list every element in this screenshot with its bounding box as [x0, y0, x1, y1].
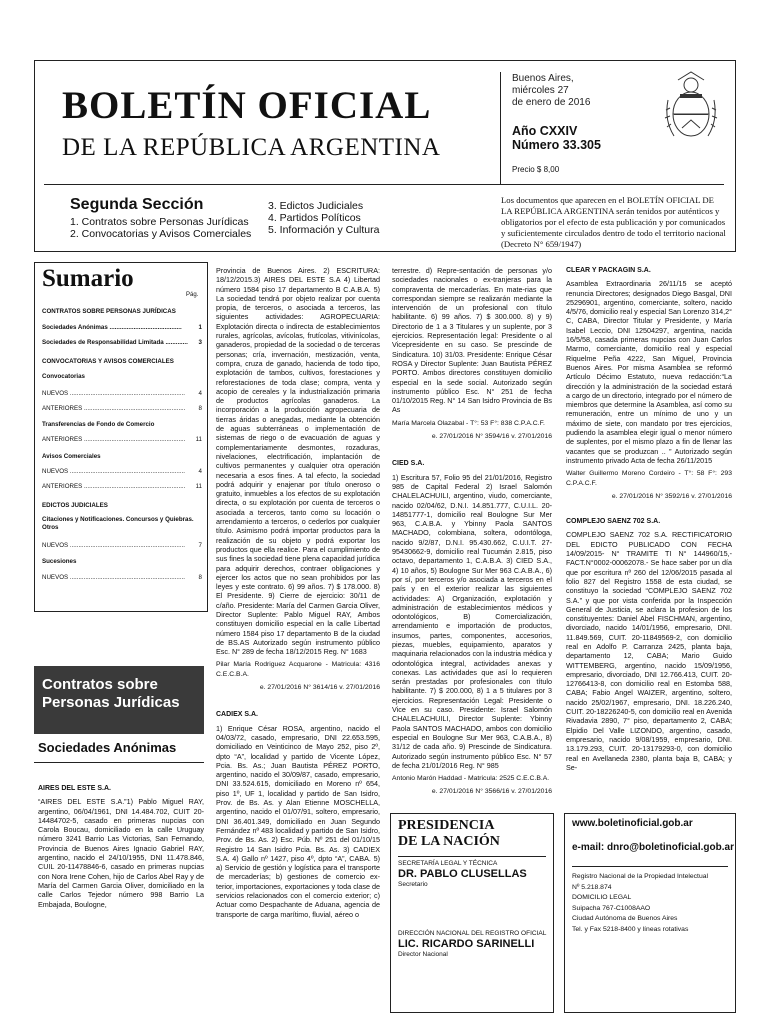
sumario-entry[interactable] [42, 324, 202, 332]
sumario-entry-page: 8 [198, 574, 202, 581]
entry-signature: Antonio Marón Haddad - Matricula: 2525 C.E.C.B.A. [392, 775, 550, 783]
sumario-entry-page: 8 [198, 405, 202, 412]
date-line: Buenos Aires, [512, 73, 574, 84]
sumario-entry-label: Sociedades de Responsabilidad Limitada ............. [42, 339, 188, 346]
entry-body: COMPLEJO SAENZ 702 S.A. RECTIFICATORIO DEL EDICTO PUBLICADO CON FECHA 14/09/2015- N° TRAMITE TI N° 144960/15,-FACT.N°0002-00062078.- Se hace saber por un día que por escritura nº 260 del 12/06/2015 pasada al folio 827 del Registro 1558 de esta ciudad, se constituyo la sociedad “COMPLEJO SAENZ 702 S.A.” y que por vista conferida por la Inspección General de Justicia, se aclara la profesion de los constituyentes: Daniel Abel FISCHMAN, argentino, divorciado, nacido 14/01/1956, empresario, DNI. 11.849.569, CUIT. 20-11849569-2, con domicilio real en Adolfo P. Carranza 2425, planta baja, departamento 12, CABA; Mario Guido WITTEMBERG, argentino, nacido 15/09/1956, empresario, divorciado, DNI 12.766.413, CUIT. 20-12766413-8, con domicilio real en Estomba 588, CABA; Fabio Angel WAIZER, argentino, soltero, nacido 25/02/1967, empresario, DNI. 18.226.240, CUIT. 20-18226240-5, con domicilio real en Avenida Rivadavia 2890, 7° piso, departamento 2, CABA; Elpidio Del Valle LIZONDO, argentino, casado, empresario, nacido 9/08/1959, empresario, DNI. 13.179.293, CUIT. 20-13179293-0, con domicilio real en Avellaneda 2380, planta baja B, CABA; y Se- [566, 530, 732, 772]
sumario-entry-label: ANTERIORES ........................................................... [42, 436, 186, 443]
sumario-entry-label: Sociedades Anónimas .......................................... [42, 324, 182, 331]
sumario-entry-label: Convocatorias [42, 373, 85, 380]
heading-rule [34, 762, 204, 763]
column-3 [392, 266, 552, 806]
section-list-left [70, 216, 251, 240]
entry-heading: CLEAR Y PACKAGIN S.A. [566, 267, 651, 274]
masthead-subtitle: DE LA REPÚBLICA ARGENTINA [62, 134, 441, 161]
date-line: de enero de 2016 [512, 97, 591, 108]
sumario-entry-label: CONTRATOS SOBRE PERSONAS JURÍDICAS [42, 308, 176, 315]
entry-heading: CADIEX S.A. [216, 711, 259, 719]
section-item: 3. Edictos Judiciales [268, 200, 364, 212]
sumario-entry-label: NUEVOS ................................................................... [42, 574, 186, 581]
sumario-entry-label: NUEVOS ................................................................... [42, 468, 186, 475]
director-role: Director Nacional [398, 951, 448, 958]
entry-reference: e. 27/01/2016 N° 3566/16 v. 27/01/2016 [431, 788, 552, 796]
divider [572, 866, 728, 867]
entry-heading: CIED S.A. [392, 460, 425, 468]
contact-line: Suipacha 767-C1008AAO [572, 904, 651, 912]
contact-line: Tel. y Fax 5218-8400 y líneas rotativas [572, 925, 689, 933]
contact-line: DOMICILIO LEGAL [572, 894, 632, 901]
presidencia-title [398, 818, 500, 850]
header-divider-horizontal [44, 184, 724, 185]
section-title: Segunda Sección [70, 196, 204, 213]
secretaria-block [398, 860, 548, 889]
presidencia-title-line: DE LA NACIÓN [398, 834, 500, 849]
sumario-entry[interactable] [42, 373, 202, 381]
masthead-title: BOLETÍN OFICIAL [62, 84, 432, 127]
entry-reference: e. 27/01/2016 N° 3592/16 v. 27/01/2016 [611, 492, 732, 500]
email-link[interactable]: e-mail: dnro@boletinoficial.gob.ar [572, 842, 734, 853]
entry-body: “AIRES DEL ESTE S.A.”1) Pablo Miguel RAY, argentino, 06/04/1961, DNI 14.484.702, CUIT 20-14484702-5, casado en primeras nupcias con Carola Boucau, domiciliado en la calle Uruguay número 3241 Barrio Las Victorias, San Fernando, Provincia de Buenos Aires Ignacio Gabriel RAY, argentino, nacido el 24/10/1955, DNI 11.478.846, CUIL 20-11478846-6, casado en primeras nupcias con Nora Irene Cohen, hijo de Carlos Abel Ray y de María del Carmen Garcia Oliver, domiciliado en la calle Carlos Tejedor número 998 Barrio La Embajada, Boulogne, [38, 797, 204, 909]
sumario-entry-page: 1 [198, 324, 202, 331]
sumario-entry[interactable] [42, 468, 202, 476]
date-line: miércoles 27 [512, 85, 569, 96]
banner-line: Personas Jurídicas [42, 694, 180, 711]
entry-reference: e. 27/01/2016 N° 3594/16 v. 27/01/2016 [431, 433, 552, 441]
sumario-entry-page: 4 [198, 390, 202, 397]
sumario-entry-label: Transferencias de Fondo de Comercio [42, 421, 155, 428]
issue-year: Año CXXIV [512, 124, 578, 138]
column-2 [216, 266, 380, 1024]
sumario-entry-label: Citaciones y Notificaciones. Concursos y Quiebras. Otros [42, 516, 194, 531]
entry-heading: COMPLEJO SAENZ 702 S.A. [566, 518, 661, 526]
sumario-entry-page: 11 [195, 436, 202, 443]
entry-signature: María Marcela Olazabal - T°: 53 F°: 838 C.P.A.C.F. [392, 419, 545, 427]
contact-line: Registro Nacional de la Propiedad Intelectual [572, 873, 709, 880]
sumario-entry-label: CONVOCATORIAS Y AVISOS COMERCIALES [42, 358, 174, 365]
presidencia-title-line: PRESIDENCIA [398, 818, 495, 833]
section-item: 1. Contratos sobre Personas Jurídicas [70, 216, 249, 228]
entry-body: terrestre. d) Repre-sentación de personas y/o sociedades nacionales o ex-tranjeras para la compraventa de mercaderías. En mate-rias que correspondan siempre se realizarán mediante la intervención de un profesional con título habilitante. 6) 99 años. 7) $ 300.000. 8) y 9) Directorio de 1 a 3 Titulares y un suplente, por 3 ejercicios. Representación legal: Presidente o al Vicepresidente en su caso. Se prescinde de Sindicatura. 10) 31/03. Presidente: Enrique César ROSA y Director Suplente: Juan Bautista PÉREZ PORTO. Ambos directores constituyen domicilio especial en la sede social. Autorizado según instrumento público Esc. N° 251 de fecha 01/10/2015 Reg. N° 14 San Isidro Provincia de Bs As [392, 266, 552, 415]
sumario-entry[interactable] [42, 308, 202, 316]
entry-body: Provincia de Buenos Aires. 2) ESCRITURA: 18/12/2015.3) AIRES DEL ESTE S.A 4) Libertad número 1584 piso 17 departamento B C.A.B.A. 5) La sociedad tendrá por objeto realizar por cuenta propia, de terceros, o asociada a terceros, las siguientes actividades: AGROPECUARIA: Explotación directa o indirecta de establecimientos rurales, agrícolas, avícolas, frutícolas, vitivinícolas, ganaderos, propiedad de la sociedad o de terceras personas; cría, invernación, mestización, venta, compra, cruza de ganado, hacienda de todo tipo, explotación de tambos, cultivos, forestaciones y reforestaciones de toda clase; compra, venta y acopio de cereales y la industrialización primaria de productos agrícolas ganaderos. La incorporación a la producción agropecuaria de tierras áridas o anegadas, mediante la obtención de aguas subterráneas o implementación de sistemas de riego o de evacuación de aguas y complementariamente desmontes, rozaduras, nivelaciones, electrificación, implantación de cultivos permanentes y cualquier otra operación necesaria a esos fines. A tal efecto, la sociedad podrá adquirir y enajenar por título oneroso o gratuito, inmuebles a los efectos de su explotación directa, o su explotación por cuenta de terceros o asociada a terceros, tanto como su locación o arrendamiento a terceros, o cederlos por cualquier título. Asimismo podrá importar productos para la realización de su objeto y podrá exportar los productos que ella realice. Para el cumplimiento de sus fines la sociedad tiene plena capacidad jurídica para adquirir derechos, contraer obligaciones y ejercer los actos que no sean prohibidos por las leyes y este contrato. 6) 99 años. 7) $ 178.000. 8) El Presidente. 9) Cierre de ejercicio: 30/11 de c/año. Presidente: María del Carmen Garcia Oliver, Director Suplente: Pablo Miguel RAY, Ambos constituyen domicilio especial en la calle Libertad número 1584 piso 17 departamento B de la ciudad de BS.AS Autorizado según instrumento público Esc. N° 289 de fecha 18/12/2015 Reg. N° 1683 [216, 266, 380, 657]
sumario-entry[interactable] [42, 339, 202, 347]
sumario-entry-label: Avisos Comerciales [42, 453, 101, 460]
sumario-entry[interactable] [42, 390, 202, 398]
section-item: 5. Información y Cultura [268, 224, 380, 236]
sumario-entry[interactable] [42, 436, 202, 444]
header-divider-vertical [500, 72, 501, 184]
issue-date [512, 73, 590, 109]
sumario-entry[interactable] [42, 421, 202, 429]
sociedades-anonimas-heading: Sociedades Anónimas [38, 740, 177, 755]
legal-note: Los documentos que aparecen en el BOLETÍN OFICIAL DE LA REPÚBLICA ARGENTINA serán tenidos por auténticos y obligatorios por el efecto de esta publicación y por comunicados y suficientemente circulados dentro de todo el territorio nacional (Decreto N° 659/1947) [501, 195, 726, 249]
contact-line: Ciudad Autónoma de Buenos Aires [572, 915, 678, 922]
section-item: 2. Convocatorias y Avisos Comerciales [70, 228, 252, 240]
sumario-entry-label: EDICTOS JUDICIALES [42, 502, 108, 509]
sumario-entry-label: Sucesiones [42, 558, 77, 565]
director-name: LIC. RICARDO SARINELLI [398, 938, 535, 950]
secretario-role: Secretario [398, 881, 428, 888]
divider [398, 856, 546, 857]
sumario-entry[interactable] [42, 453, 202, 461]
section-item: 4. Partidos Políticos [268, 212, 361, 224]
sumario-entry[interactable] [42, 542, 202, 550]
sumario-entry[interactable] [42, 558, 202, 566]
entry-heading: AIRES DEL ESTE S.A. [38, 785, 111, 792]
column-4 [566, 266, 732, 806]
entry-signature: Pilar María Rodriguez Acquarone - Matricula: 4316 C.E.C.B.A. [216, 661, 380, 678]
website-link[interactable]: www.boletinoficial.gob.ar [572, 818, 693, 829]
sumario-entry-label: ANTERIORES ........................................................... [42, 405, 186, 412]
sumario-title: Sumario [42, 265, 134, 292]
secretario-name: DR. PABLO CLUSELLAS [398, 868, 527, 880]
entry-body: 1) Escritura 57, Folio 95 del 21/01/2016, Registro 985 de Capital Federal 2) Israel Salomón CHALELACHUILI, argentino, viudo, comerciante, nacido 02/04/62, D.N.I. 14.851.777, C.U.I.L. 20-14851777-1, domicilio real Boulogne Sur Mer 963, C.A.B.A. y Ybinny Paola SANTOS MACHADO, colombiana, soltera, odontóloga, nacido 9/2/87, D.N.I. 95.430.662, C.U.I.T. 27-95430662-9, domicilio real Tucumán 2.815, piso octavo, departamento 1, C.A.B.A. 3) CIED S.A., 4) 10 años, 5) Boulogne Sur Mer 963 C.A.B.A., 6) por sí, por terceros y/o asociada a terceros en el país y en el exterior realizar las siguientes actividades: A) Organización, explotación y administración de establecimientos médicos y odontológicos, B) Comercialización, arrendamiento e importación de productos, insumos, partes, componentes, accesorios, piezas, muebles, equipamiento, aparatos y maquinaria relacionados con la industria médica y odontológica integral, actividades anexas y conexas. Las actividades que así lo requieren serán prestadas por profesionales con título habilitante. 7) $ 200.000, 8) 1 a 5 titulares por 3 ejercicios. Representación Legal: Presidente o Vice en su caso. Presidente: Israel Salomón CHALELACHUILI, Director Suplente: Ybinny Paola SANTOS MACHADO, ambos con domicilio especial en Boulogne Sur Mer 963, C.A.B.A., 8) 31/12 de cada año. 9) Prescinde de Sindicatura. Autorizado según instrumento público Esc. N° 57 de fecha 21/01/2016 Reg. N° 985 [392, 472, 552, 770]
sumario-entry[interactable] [42, 502, 202, 510]
column-1 [38, 784, 204, 1024]
sumario-entry[interactable] [42, 574, 202, 582]
sumario-entry[interactable] [42, 358, 202, 366]
sumario-entry[interactable] [42, 405, 202, 413]
entry-body: 1) Enrique César ROSA, argentino, nacido el 04/03/72, casado, empresario, DNI 22.653.595, domiciliado en Veinticinco de Mayo 252, piso 2º, dpto “A”, localidad y partido de Vicente López, Pcia. Bs. As.; Juan Bautista PÉREZ PORTO, argentino, nacido el 30/09/87, casado, empresario, DNI 33.524.615, domiciliado en Moreno nº 654, piso 1º, UF 1, localidad y partido de San Isidro, Prov. de Bs. As. y Alan Etienne MOSCHELLA, argentino, nacido el 01/07/91, soltero, empresario, DNI 36.401.349, domiciliado en Juan Segundo Fernández nº 483 localidad y partido de San Isidro, Prov. de Bs. As. 2) Esc. Púb. Nº 251 del 01/10/15 Registro 14 San Isidro Pcia. Bs. As. 3) CADIEX S.A. 4) Gallo nº 1427, piso 4º, dpto “A”, CABA. 5) a) Servicio de gestión y logística para el transporte de mercaderías; b) gestiones de comercio ex-terior, importaciones, exportaciones y toda clase de servicios relacionados con el comercio exterior; c) Actuar como Despachante de Aduana, agencia de transporte de carga marítimo, fluvial, aéreo o [216, 723, 380, 919]
direccion-block [398, 930, 548, 959]
sumario-entry[interactable] [42, 483, 202, 491]
sumario-entry-label: NUEVOS ................................................................... [42, 390, 186, 397]
sumario-page-label: Pág. [186, 292, 199, 298]
issue-number: Número 33.305 [512, 138, 601, 152]
issue-price: Precio $ 8,00 [512, 165, 560, 174]
contact-line: Nº 5.218.874 [572, 883, 612, 891]
entry-signature: Walter Guillermo Moreno Cordeiro - T°: 58 F°: 293 C.P.A.C.F. [566, 470, 732, 487]
secretaria-label: SECRETARÍA LEGAL Y TÉCNICA [398, 860, 498, 867]
sumario-entry[interactable] [42, 516, 202, 532]
sumario-entry-label: ANTERIORES ........................................................... [42, 483, 186, 490]
entry-body: Asamblea Extraordinaria 26/11/15 se aceptó renuncia Directores; designados Diego Basgal, DNI 25296901, argentino, comerciante, soltero, nacido 4/5/76, domicilio real y especial San Lorenzo 314,2° C, CABA, Director Titular y Presidente, y María Isabel Leccio, DNI 12504297, argentina, nacida 16/5/58, casada primeras nupcias con Juan Carlos Marmo, comerciante, domicilio real y especial Riquelme Peña 4222, San Miguel, Provincia Buenos Aires. Por misma Asamblea se reformó Artículo Décimo Estatuto, nueva redacción:“La dirección y la administración de la sociedad estará a cargo de un directorio, integrado por el número de miembros que determine la Asamblea, así como su remuneración, entre un mínimo de uno y un máximo de siete, con mandato por tres ejercicios, pudiendo la asamblea elegir igual o menor número de suplentes, por el mismo plazo a fin de llenar las vacantes que se produzcan .. ” Autorizado según instrumento privado Acta de fecha 26/11/2015 [566, 279, 732, 465]
sumario-entry-page: 4 [198, 468, 202, 475]
coat-of-arms-icon [660, 70, 722, 145]
sumario-entry-page: 11 [195, 483, 202, 490]
sumario-entry-page: 7 [198, 542, 202, 549]
banner-line: Contratos sobre [42, 676, 158, 693]
sumario-entry-page: 3 [198, 339, 202, 346]
section-list-right [268, 200, 379, 236]
contratos-banner [34, 666, 204, 734]
contact-details [572, 872, 730, 935]
entry-reference: e. 27/01/2016 N° 3614/16 v. 27/01/2016 [259, 684, 380, 692]
sumario-entry-label: NUEVOS ................................................................... [42, 542, 186, 549]
direccion-label: DIRECCIÓN NACIONAL DEL REGISTRO OFICIAL [398, 930, 547, 937]
